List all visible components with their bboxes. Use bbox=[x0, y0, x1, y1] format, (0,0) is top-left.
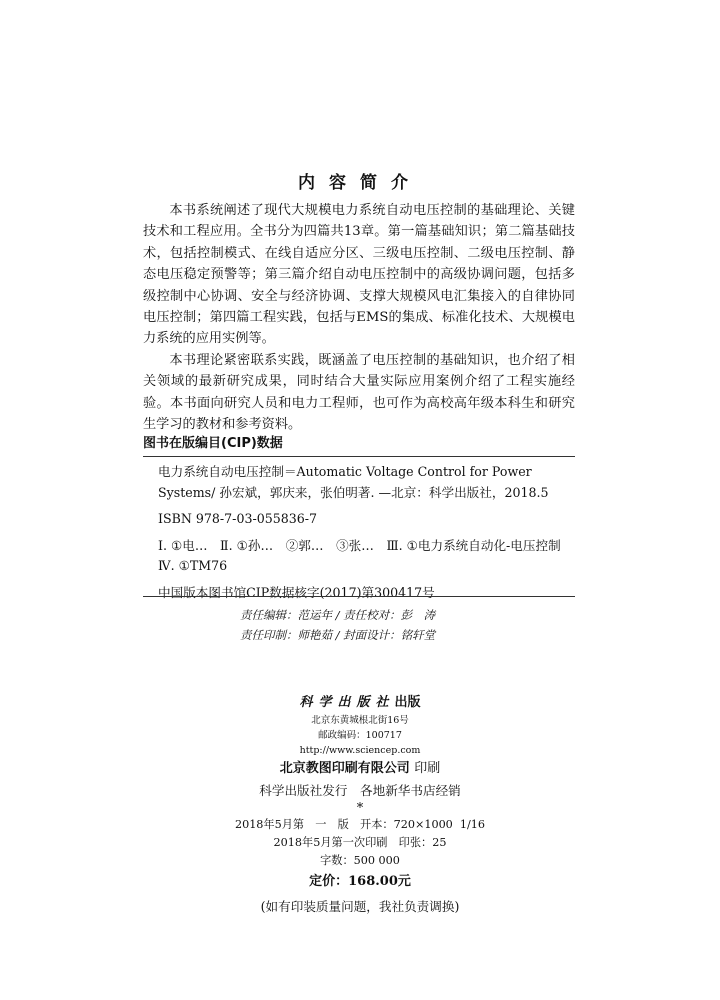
cip-record: 电力系统自动电压控制＝Automatic Voltage Control for Power Systems/ 孙宏斌，郭庆来，张伯明著. —北京：科学出版社，2018.5 bbox=[158, 464, 549, 500]
publisher-suffix: 出版 bbox=[394, 695, 421, 710]
edition-line: 2018年5月第 一 版 开本：720×1000 1/16 bbox=[234, 818, 486, 831]
price: 定价：168.00元 bbox=[309, 874, 411, 889]
postcode: 邮政编码：100717 bbox=[318, 730, 402, 741]
website: http://www.sciencep.com bbox=[299, 745, 421, 756]
cip-classification: Ⅰ. ①电… Ⅱ. ①孙… ②郭… ③张… Ⅲ. ①电力系统自动化-电压控制 Ⅳ. ①TM76 bbox=[158, 537, 574, 573]
summary-paragraph: 本书系统阐述了现代大规模电力系统自动电压控制的基础理论、关键技术和工程应用。全书分为四篇共13章。第一篇基础知识；第二篇基础技术，包括控制模式、在线自适应分区、三级电压控制、二级电压控制、静态电压稳定预警等；第三篇介绍自动电压控制中的高级协调问题，包括多级控制中心协调、安全与经济协调、支撑大规模风电汇集接入的自律协同电压控制；第四篇工程实践，包括与EMS的集成、标准化技术、大规模电力系统的应用实例等。 bbox=[143, 203, 575, 347]
summary-paragraph: 本书理论紧密联系实践，既涵盖了电压控制的基础知识，也介绍了相关领域的最新研究成果，同时结合大量实际应用案例介绍了工程实施经验。本书面向研究人员和电力工程师，也可作为高校高年级本科生和研究生学习的教材和参考资料。 bbox=[143, 352, 575, 433]
cip-top-rule bbox=[143, 456, 575, 457]
printing-line: 2018年5月第一次印刷 印张：25 bbox=[273, 836, 447, 849]
credits bbox=[240, 605, 435, 645]
imprint bbox=[0, 693, 720, 920]
printer-line bbox=[0, 758, 720, 780]
word-count: 字数：500 000 bbox=[320, 854, 400, 867]
isbn: ISBN 978-7-03-055836-7 bbox=[158, 511, 318, 526]
publisher-line bbox=[0, 693, 720, 713]
cip-title: 图书在版编目(CIP)数据 bbox=[143, 436, 283, 451]
publisher-address: 北京东黄城根北街16号 bbox=[311, 715, 409, 726]
separator-star: * bbox=[356, 801, 364, 816]
distribution-line: 科学出版社发行 各地新华书店经销 bbox=[259, 783, 461, 798]
summary-text bbox=[143, 200, 575, 435]
cip-record-block bbox=[158, 462, 574, 603]
defect-note: (如有印装质量问题，我社负责调换) bbox=[260, 899, 460, 914]
credits-editor-line: 责任编辑：范运年 / 责任校对：彭 涛 bbox=[240, 608, 436, 622]
cip-check-number: 中国版本图书馆CIP数据核字(2017)第300417号 bbox=[158, 584, 435, 600]
printer-name: 北京教图印刷有限公司 bbox=[279, 761, 410, 776]
cip-bottom-rule bbox=[143, 596, 575, 597]
printer-suffix: 印刷 bbox=[414, 761, 441, 776]
credits-printing-line: 责任印制：师艳茹 / 封面设计：铭轩堂 bbox=[240, 628, 436, 642]
publisher-name: 科学出版社 bbox=[299, 695, 395, 710]
summary-title: 内容简介 bbox=[298, 173, 422, 193]
